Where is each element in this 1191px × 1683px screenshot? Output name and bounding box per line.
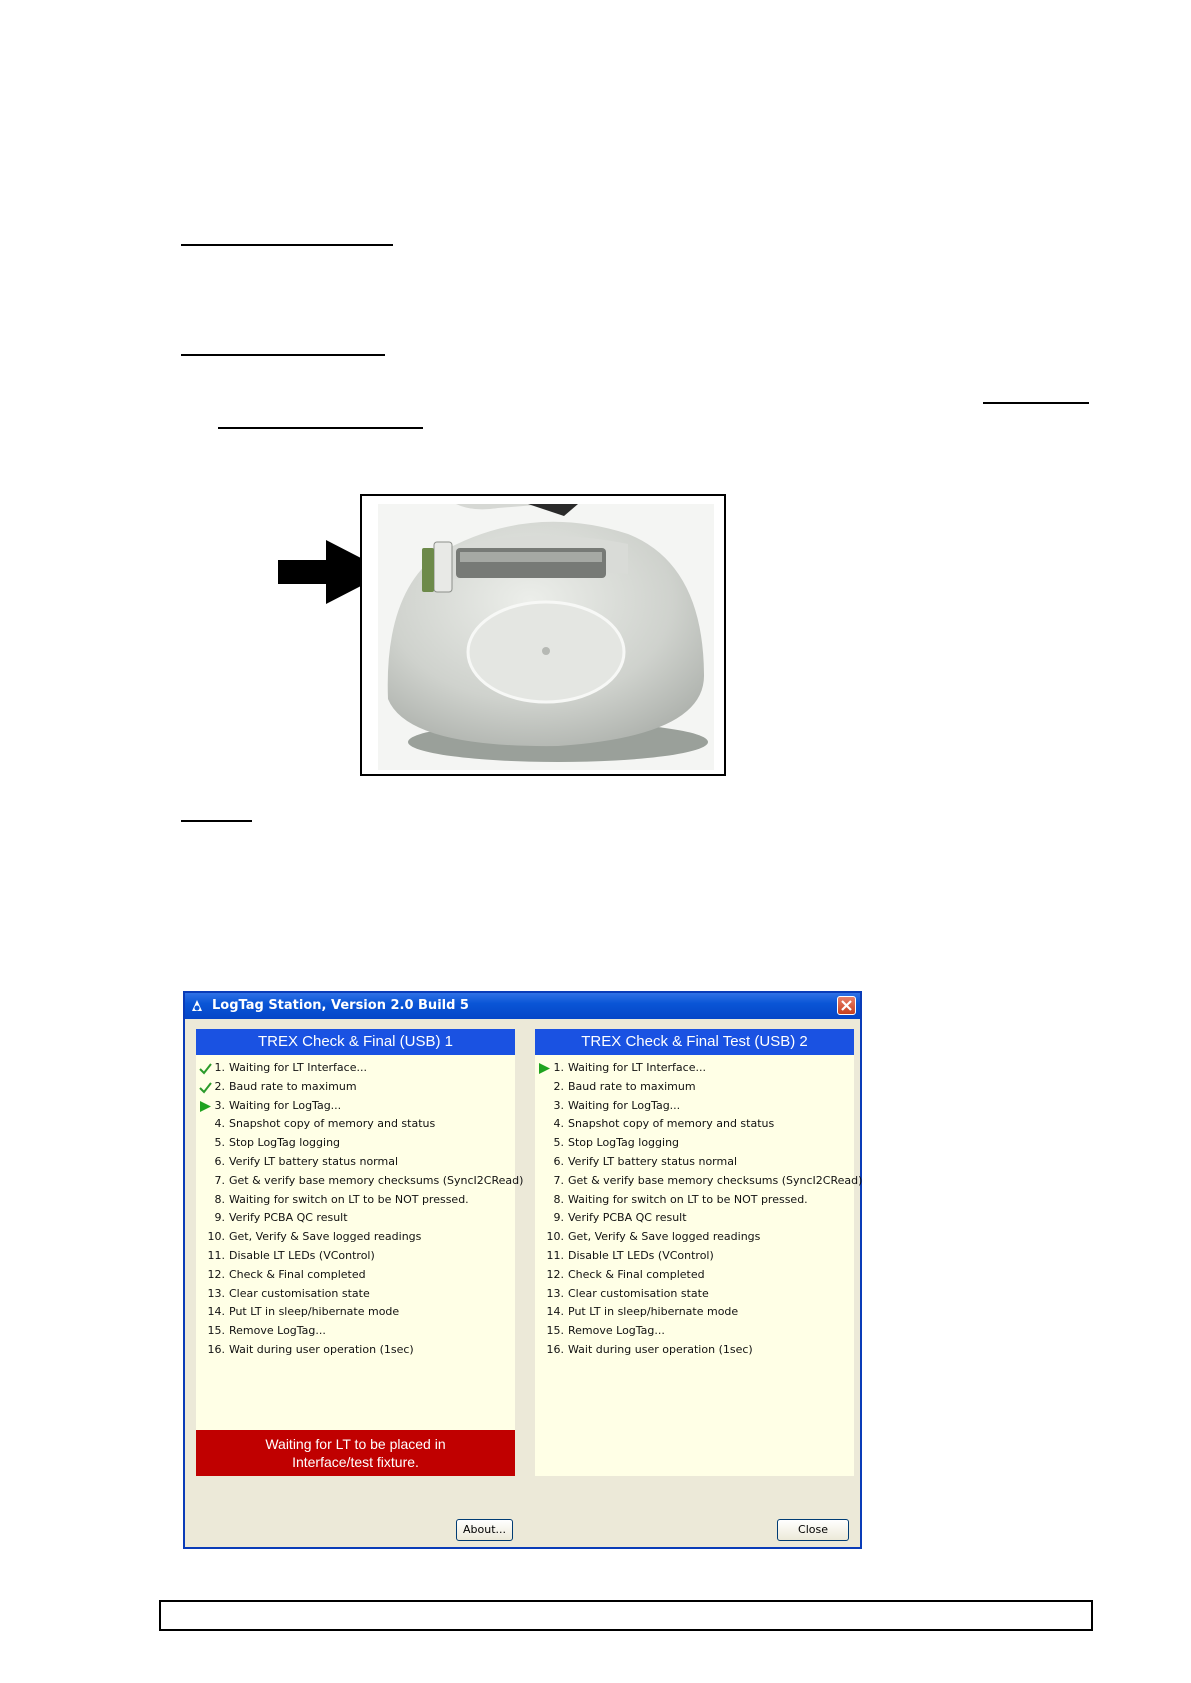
step-item — [535, 1341, 854, 1360]
step-label: Clear customisation state — [229, 1286, 370, 1300]
play-arrow-icon — [199, 1100, 212, 1113]
step-number: 14. — [546, 1305, 564, 1319]
step-item — [535, 1115, 854, 1134]
step-item — [196, 1153, 515, 1172]
step-item — [196, 1191, 515, 1210]
step-item — [196, 1228, 515, 1247]
step-label: Check & Final completed — [229, 1267, 366, 1281]
step-item — [535, 1247, 854, 1266]
close-x-icon[interactable] — [837, 996, 856, 1015]
step-item — [196, 1097, 515, 1116]
step-item — [196, 1285, 515, 1304]
step-label: Verify PCBA QC result — [229, 1211, 348, 1225]
status-line: Waiting for LT to be placed in — [265, 1436, 446, 1452]
step-item — [196, 1172, 524, 1191]
status-banner — [196, 1430, 515, 1476]
step-number: 8. — [214, 1192, 225, 1206]
heading-underline-1 — [181, 244, 393, 246]
link-underline-2 — [218, 427, 423, 429]
step-item — [196, 1341, 515, 1360]
step-item — [196, 1303, 515, 1322]
step-list — [196, 1055, 524, 1360]
step-number: 7. — [214, 1173, 225, 1187]
step-number: 16. — [207, 1342, 225, 1356]
step-item — [196, 1266, 515, 1285]
step-label: Snapshot copy of memory and status — [568, 1117, 775, 1131]
title-bar[interactable] — [185, 993, 860, 1019]
step-number: 16. — [546, 1342, 564, 1356]
step-label: Remove LogTag... — [568, 1324, 665, 1338]
heading-underline-2 — [181, 354, 385, 356]
step-label: Waiting for LT Interface... — [229, 1061, 367, 1074]
step-label: Verify LT battery status normal — [568, 1154, 738, 1168]
step-label: Baud rate to maximum — [229, 1079, 357, 1093]
step-number: 15. — [207, 1324, 225, 1338]
step-number: 10. — [546, 1230, 564, 1244]
step-number: 14. — [207, 1305, 225, 1319]
step-item — [535, 1191, 854, 1210]
step-item — [196, 1059, 515, 1078]
step-label: Remove LogTag... — [229, 1324, 326, 1338]
step-item — [535, 1078, 854, 1097]
step-number: 11. — [207, 1248, 225, 1262]
step-label: Check & Final completed — [568, 1267, 705, 1281]
step-number: 13. — [546, 1286, 564, 1300]
step-number: 5. — [553, 1136, 564, 1150]
panel-header: TREX Check & Final Test (USB) 2 — [535, 1029, 854, 1055]
window-title: LogTag Station, Version 2.0 Build 5 — [212, 998, 469, 1013]
step-label: Clear customisation state — [568, 1286, 709, 1300]
step-item — [196, 1322, 515, 1341]
step-item — [196, 1115, 515, 1134]
checkmark-icon — [199, 1062, 212, 1075]
step-label: Waiting for LT Interface... — [568, 1061, 706, 1074]
station-panel-1 — [196, 1029, 524, 1476]
step-item — [535, 1266, 854, 1285]
step-number: 4. — [553, 1117, 564, 1131]
step-number: 4. — [214, 1117, 225, 1131]
station-panel-2 — [535, 1029, 863, 1476]
step-item — [196, 1078, 515, 1097]
step-number: 13. — [207, 1286, 225, 1300]
step-label: Get, Verify & Save logged readings — [568, 1230, 761, 1244]
step-number: 6. — [214, 1154, 225, 1168]
step-label: Put LT in sleep/hibernate mode — [229, 1305, 400, 1319]
step-item — [196, 1209, 515, 1228]
step-item — [196, 1247, 515, 1266]
step-label: Snapshot copy of memory and status — [229, 1117, 436, 1131]
step-label: Get, Verify & Save logged readings — [229, 1230, 422, 1244]
logtag-station-window — [183, 991, 862, 1549]
step-number: 2. — [214, 1079, 225, 1093]
step-item — [535, 1209, 854, 1228]
play-arrow-icon — [538, 1062, 551, 1075]
step-label: Wait during user operation (1sec) — [568, 1342, 753, 1356]
step-number: 9. — [214, 1211, 225, 1225]
step-label: Waiting for LogTag... — [229, 1098, 342, 1112]
step-label: Verify LT battery status normal — [229, 1154, 399, 1168]
step-item — [535, 1059, 854, 1078]
step-label: Stop LogTag logging — [568, 1136, 680, 1150]
step-label: Put LT in sleep/hibernate mode — [568, 1305, 739, 1319]
step-label: Verify PCBA QC result — [568, 1211, 687, 1225]
step-item — [535, 1153, 854, 1172]
step-label: Disable LT LEDs (VControl) — [568, 1248, 714, 1262]
step-number: 12. — [207, 1267, 225, 1281]
step-item — [535, 1172, 863, 1191]
step-label: Waiting for switch on LT to be NOT pressed. — [568, 1192, 808, 1206]
status-line: Interface/test fixture. — [292, 1454, 419, 1470]
close-button[interactable]: Close — [777, 1519, 849, 1541]
step-item — [535, 1285, 854, 1304]
step-item — [535, 1097, 854, 1116]
step-item — [535, 1322, 854, 1341]
step-number: 2. — [553, 1079, 564, 1093]
step-label: Waiting for switch on LT to be NOT pressed. — [229, 1192, 469, 1206]
step-number: 1. — [214, 1061, 225, 1074]
step-number: 1. — [553, 1061, 564, 1074]
step-label: Get & verify base memory checksums (SyncI2CRead) — [229, 1173, 524, 1187]
step-number: 7. — [553, 1173, 564, 1187]
step-label: Get & verify base memory checksums (SyncI2CRead) — [568, 1173, 863, 1187]
panel-header: TREX Check & Final (USB) 1 — [196, 1029, 515, 1055]
step-number: 3. — [553, 1098, 564, 1112]
step-item — [535, 1228, 854, 1247]
step-number: 6. — [553, 1154, 564, 1168]
photo-frame — [360, 494, 726, 776]
step-number: 10. — [207, 1230, 225, 1244]
logtag-icon — [189, 998, 205, 1014]
step-list — [535, 1055, 863, 1360]
step-label: Waiting for LogTag... — [568, 1098, 681, 1112]
heading-underline-3 — [181, 820, 252, 822]
step-item — [535, 1134, 854, 1153]
step-label: Wait during user operation (1sec) — [229, 1342, 414, 1356]
step-label: Baud rate to maximum — [568, 1079, 696, 1093]
step-number: 8. — [553, 1192, 564, 1206]
step-number: 15. — [546, 1324, 564, 1338]
step-number: 3. — [214, 1098, 225, 1112]
step-number: 9. — [553, 1211, 564, 1225]
checkmark-icon — [199, 1081, 212, 1094]
step-item — [196, 1134, 515, 1153]
footer-box — [159, 1600, 1093, 1631]
step-number: 5. — [214, 1136, 225, 1150]
link-underline-1 — [983, 402, 1089, 404]
about-button[interactable]: About... — [456, 1519, 513, 1541]
step-number: 12. — [546, 1267, 564, 1281]
step-label: Disable LT LEDs (VControl) — [229, 1248, 375, 1262]
step-label: Stop LogTag logging — [229, 1136, 341, 1150]
step-number: 11. — [546, 1248, 564, 1262]
step-item — [535, 1303, 854, 1322]
interface-cradle-photo — [378, 504, 714, 770]
